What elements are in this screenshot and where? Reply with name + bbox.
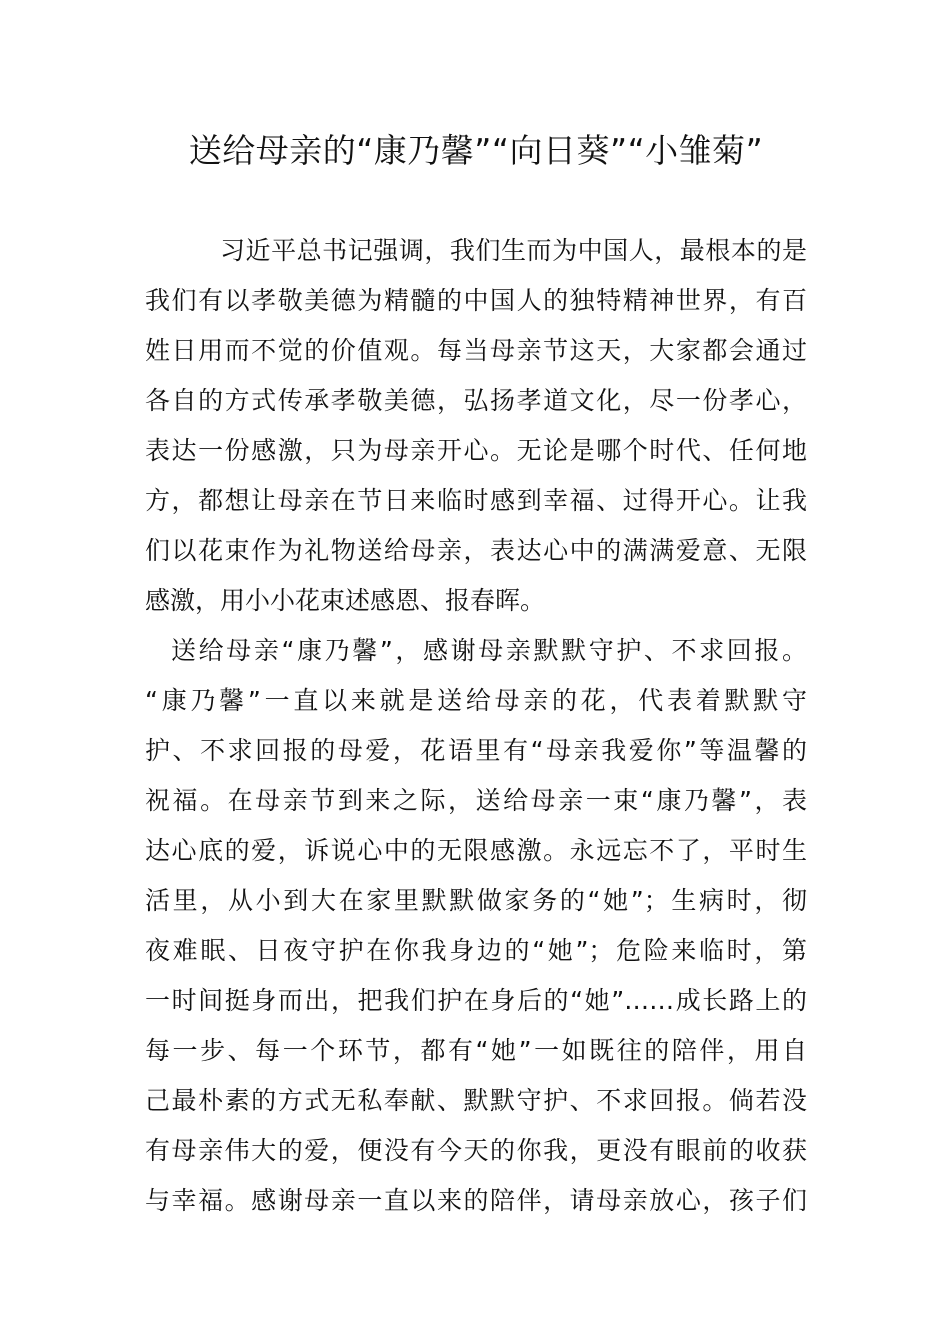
document-title: 送给母亲的“康乃馨”“向日葵”“小雏菊” bbox=[188, 131, 764, 170]
paragraph-line: 表达一份感激，只为母亲开心。无论是哪个时代、任何地 bbox=[145, 436, 807, 465]
paragraph-line: 达心底的爱，诉说心中的无限感激。永远忘不了，平时生 bbox=[145, 836, 807, 865]
paragraph-line: 与幸福。感谢母亲一直以来的陪伴，请母亲放心，孩子们 bbox=[145, 1186, 807, 1215]
paragraph-line: 姓日用而不觉的价值观。每当母亲节这天，大家都会通过 bbox=[145, 336, 807, 365]
paragraph-line: 我们有以孝敬美德为精髓的中国人的独特精神世界，有百 bbox=[145, 286, 807, 315]
paragraph-line: 一时间挺身而出，把我们护在身后的“她”……成长路上的 bbox=[145, 986, 807, 1015]
paragraph-line: 活里，从小到大在家里默默做家务的“她”；生病时，彻 bbox=[145, 886, 807, 915]
paragraph-line: 感激，用小小花束述感恩、报春晖。 bbox=[145, 586, 546, 615]
paragraph-line: 护、不求回报的母爱，花语里有“母亲我爱你”等温馨的 bbox=[145, 736, 807, 765]
paragraph-line: 每一步、每一个环节，都有“她”一如既往的陪伴，用自 bbox=[145, 1036, 807, 1065]
paragraph-line: 习近平总书记强调，我们生而为中国人，最根本的是 bbox=[220, 236, 807, 265]
paragraph-line: 各自的方式传承孝敬美德，弘扬孝道文化，尽一份孝心， bbox=[145, 386, 807, 415]
paragraph-line: 送给母亲“康乃馨”，感谢母亲默默守护、不求回报。 bbox=[171, 636, 807, 665]
paragraph-line: 有母亲伟大的爱，便没有今天的你我，更没有眼前的收获 bbox=[145, 1136, 807, 1165]
paragraph-line: 夜难眠、日夜守护在你我身边的“她”；危险来临时，第 bbox=[145, 936, 807, 965]
paragraph-line: 们以花束作为礼物送给母亲，表达心中的满满爱意、无限 bbox=[145, 536, 807, 565]
paragraph-line: “康乃馨”一直以来就是送给母亲的花，代表着默默守 bbox=[145, 686, 807, 715]
paragraph-line: 己最朴素的方式无私奉献、默默守护、不求回报。倘若没 bbox=[145, 1086, 807, 1115]
paragraph-line: 方，都想让母亲在节日来临时感到幸福、过得开心。让我 bbox=[145, 486, 807, 515]
paragraph-line: 祝福。在母亲节到来之际，送给母亲一束“康乃馨”，表 bbox=[145, 786, 807, 815]
